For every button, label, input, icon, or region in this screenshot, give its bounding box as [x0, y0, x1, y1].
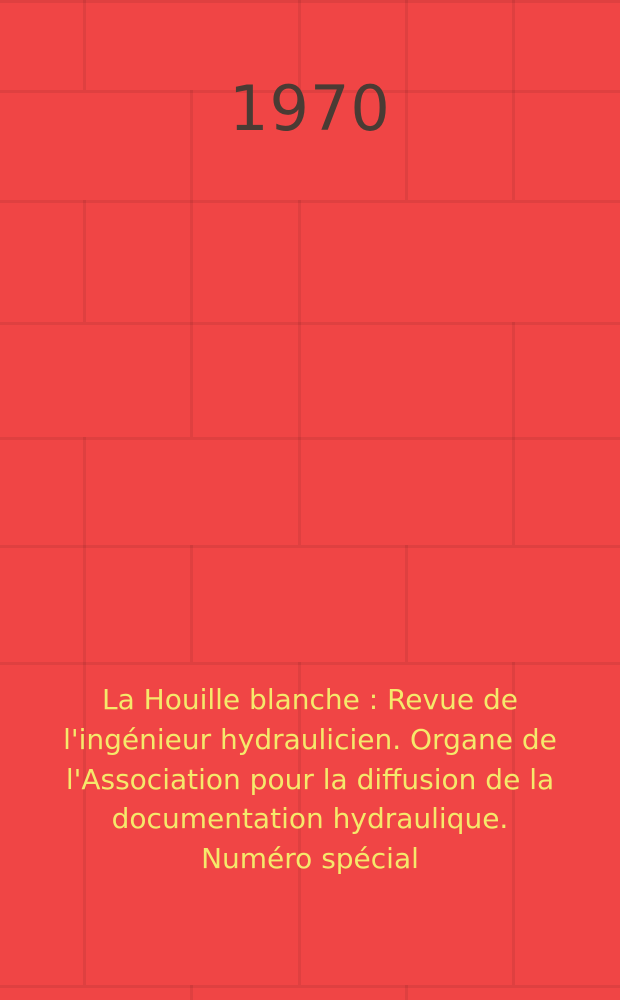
publication-year: 1970	[229, 72, 391, 145]
page-title: La Houille blanche : Revue de l'ingénieur hydraulicien. Organe de l'Association pour la diffusion de la documentation hydraulique. Numéro spécial	[63, 683, 557, 875]
